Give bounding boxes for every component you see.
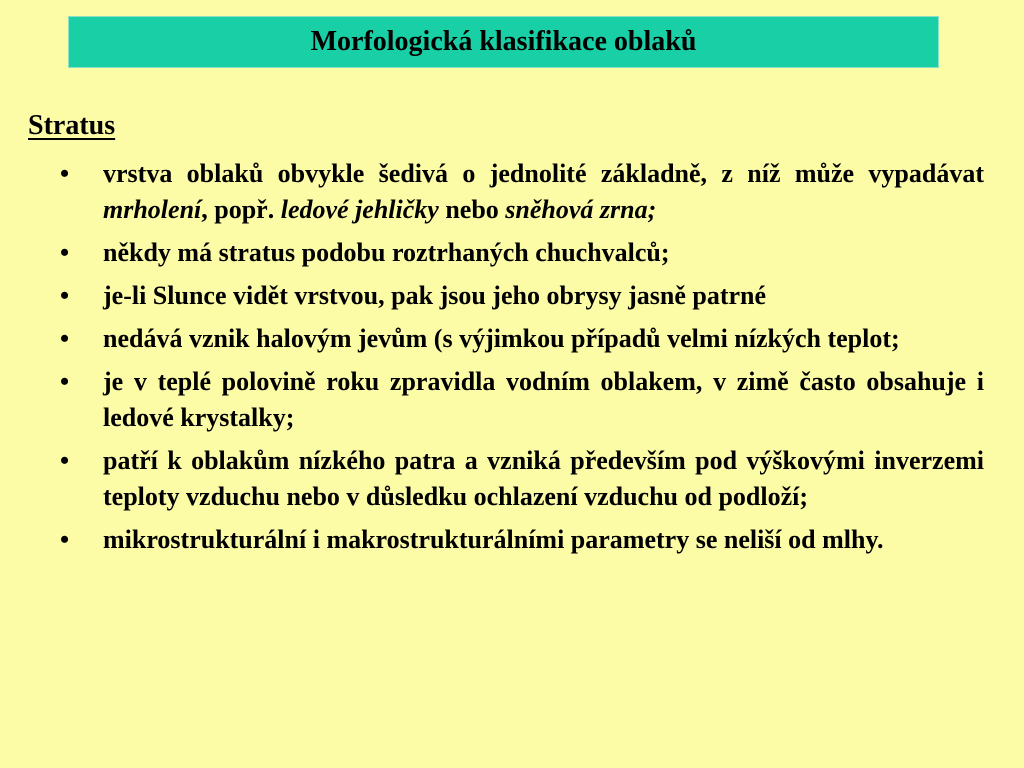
bullet-text: , popř. <box>201 195 281 224</box>
bullet-italic-text: ledové jehličky <box>280 195 439 224</box>
bullet-text: je v teplé polovině roku zpravidla vodním oblakem, v zimě často obsahuje i ledové krystalky; <box>103 367 984 432</box>
bullet-text: mikrostrukturální i makrostrukturálními parametry se neliší od mlhy. <box>103 525 884 554</box>
section-heading: Stratus <box>28 110 116 141</box>
bullet-text: je-li Slunce vidět vrstvou, pak jsou jeho obrysy jasně patrné <box>103 281 767 310</box>
bullet-italic-text: mrholení <box>103 195 202 224</box>
bullet-item <box>60 522 984 558</box>
bullet-item <box>60 443 984 515</box>
bullet-italic-text: sněhová zrna; <box>505 195 657 224</box>
bullet-icon: • <box>60 324 70 353</box>
bullet-text: nebo <box>438 195 506 224</box>
bullet-icon: • <box>60 446 70 475</box>
bullet-icon: • <box>60 281 70 310</box>
bullet-item <box>60 278 984 314</box>
bullet-item <box>60 156 984 228</box>
bullet-icon: • <box>60 238 70 267</box>
slide-title: Morfologická klasifikace oblaků <box>310 26 697 57</box>
bullet-item <box>60 235 984 271</box>
bullet-text: někdy má stratus podobu roztrhaných chuchvalců; <box>103 238 670 267</box>
bullet-icon: • <box>60 367 70 396</box>
title-banner <box>68 16 939 68</box>
bullet-icon: • <box>60 159 70 188</box>
bullet-text: patří k oblakům nízkého patra a vzniká především pod výškovými inverzemi teploty vzduchu nebo v důsledku ochlazení vzduchu od podloží; <box>103 446 984 511</box>
bullet-text: nedává vznik halovým jevům (s výjimkou případů velmi nízkých teplot; <box>103 324 900 353</box>
bullet-list <box>60 156 984 565</box>
bullet-item <box>60 364 984 436</box>
bullet-item <box>60 321 984 357</box>
bullet-text: vrstva oblaků obvykle šedivá o jednolité základně, z níž může vypadávat <box>103 159 984 188</box>
bullet-icon: • <box>60 525 70 554</box>
